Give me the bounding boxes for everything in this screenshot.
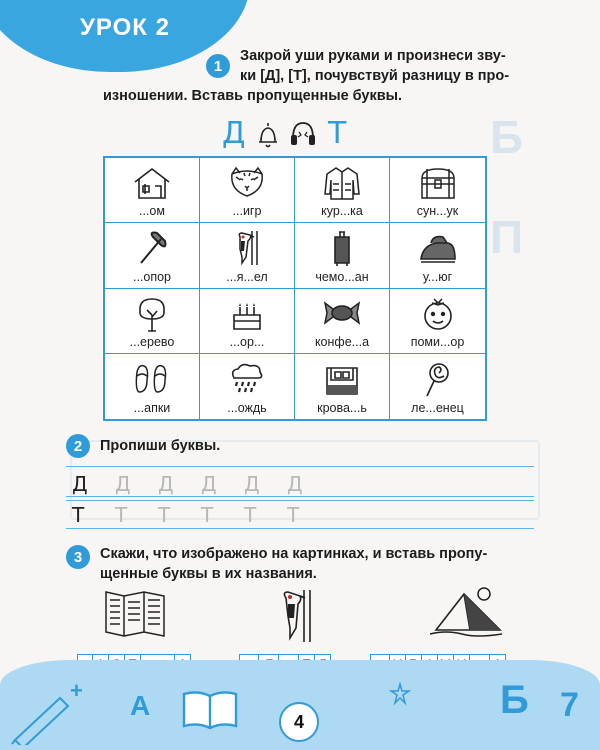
letters-row [222,118,372,152]
grid-cell [105,289,200,354]
cell-word: кур...ка [321,204,363,219]
trace-letter-t: Т [287,503,300,527]
trace-letter-d: Д [244,472,260,496]
cell-word: ...ерево [129,334,175,349]
deco-plus: + [70,678,83,703]
cell-word: ...ом [139,204,165,219]
task-1-line-3: изношении. Вставь пропущенные буквы. [103,88,403,104]
grid-cell [200,289,295,354]
trace-letter-t: Т [201,503,214,527]
grid-cell [105,158,200,223]
book-icon [180,688,240,732]
trace-letter-d: Д [201,472,217,496]
task-1-line-1: Закрой уши руками и произнеси зву- [240,48,506,64]
grid-cell [200,158,295,223]
cell-word: ле...енец [411,401,464,415]
ghost-letter: П [490,211,524,263]
grid-cell [200,354,295,419]
tree-icon [131,295,173,333]
cell-word: сун...ук [416,204,459,219]
axe-icon [131,229,173,267]
deco-seven: 7 [560,686,579,724]
pyramid-icon [426,584,506,640]
star-icon [388,682,412,706]
cell-word: ...я...ел [226,269,268,284]
trace-letter-d: Д [115,472,131,496]
cell-word: ...игр [232,204,262,219]
grid-cell [295,289,390,354]
letter-t: Т [328,116,347,151]
rain-icon [226,360,268,398]
cell-word: ...апки [133,401,171,415]
headphones-icon [288,118,318,150]
trace-letter-d: Д [158,472,174,496]
grid-cell [390,223,485,288]
house-icon [131,164,173,202]
iron-icon [417,229,459,267]
jacket-icon [321,164,363,202]
cell-word: крова...ь [317,401,367,415]
cell-word: у...юг [422,269,453,284]
task-2-text: Пропиши буквы. [100,438,221,454]
woodpecker-icon [226,229,268,267]
slippers-icon [131,360,173,398]
suitcase-icon [321,229,363,267]
bed-icon [321,360,363,398]
lollipop-icon [417,360,459,398]
deco-letter-a: А [130,690,151,721]
cake-icon [226,295,268,333]
grid-cell [390,289,485,354]
page-number: 4 [279,702,319,742]
task-2-number: 2 [66,434,90,458]
chest-icon [417,164,459,202]
grid-cell [200,223,295,288]
write-letter-t: Т [72,503,85,527]
tomato-icon [417,295,459,333]
trace-letter-t: Т [244,503,257,527]
grid-cell [390,354,485,419]
task-1-line-2: ки [Д], [Т], почувствуй разницу в про- [240,68,510,84]
cell-word: поми...ор [410,334,465,349]
grid-cell [295,223,390,288]
grid-cell [105,354,200,419]
candy-icon [321,295,363,333]
lesson-title: УРОК 2 [80,14,170,41]
bell-icon [256,120,280,150]
grid-cell [295,158,390,223]
task-3-line-2: щенные буквы в их названия. [100,566,317,582]
letter-d: Д [222,116,246,151]
cell-word: ...ор... [229,334,265,349]
grid-cell [105,223,200,288]
trace-letter-t: Т [158,503,171,527]
deco-letter-b: Б [500,678,529,722]
trace-letter-d: Д [287,472,303,496]
task-1-number: 1 [206,54,230,78]
cell-word: чемо...ан [315,269,369,284]
write-letter-d: Д [72,472,88,496]
task-3-line-1: Скажи, что изображено на картинках, и вставь пропу- [100,546,488,562]
cell-word: конфе...а [314,334,370,349]
task-3-number: 3 [66,545,90,569]
words-grid [103,156,487,421]
cell-word: ...ождь [227,401,267,415]
cell-word: ...опор [132,269,172,284]
grid-cell [390,158,485,223]
grid-cell [295,354,390,419]
newspaper-icon [104,588,166,640]
woodpecker-icon [272,588,320,644]
tiger-icon [226,164,268,202]
trace-letter-t: Т [115,503,128,527]
ghost-letter: Б [490,111,524,163]
